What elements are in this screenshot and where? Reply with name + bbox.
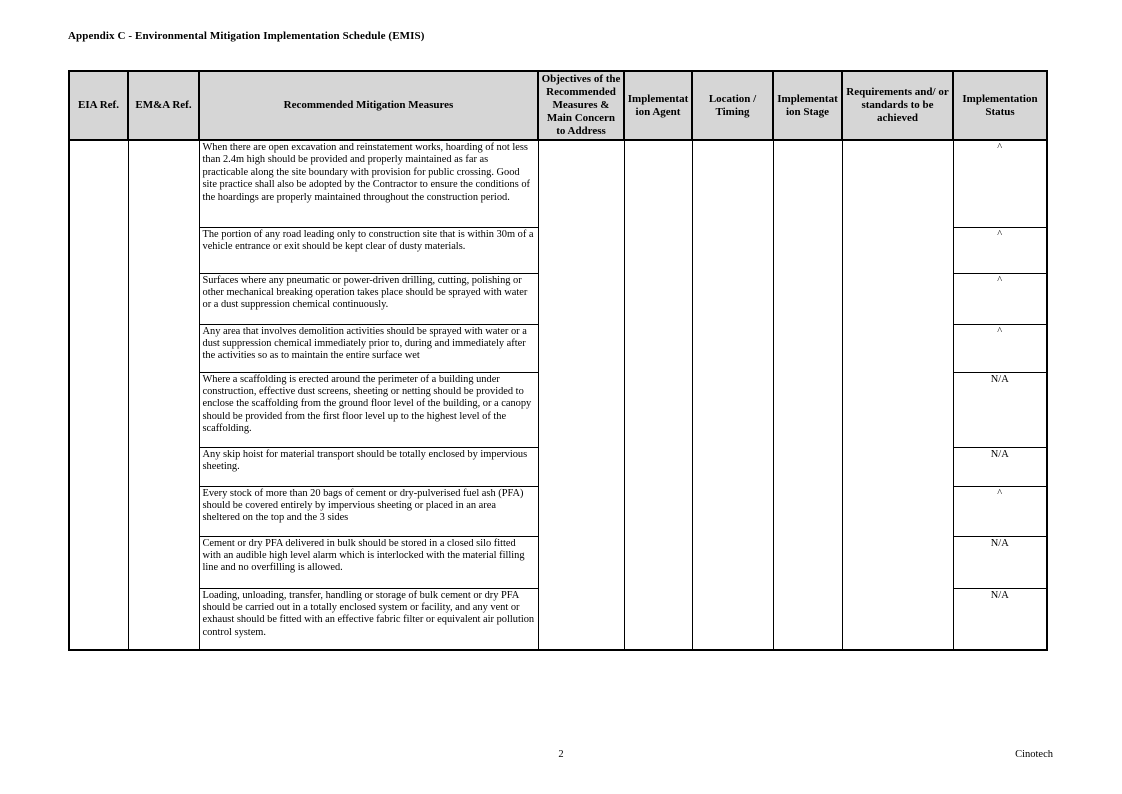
mitigation-measure-cell: Every stock of more than 20 bags of cement or dry-pulverised fuel ash (PFA) should be covered entirely by impervious sheeting or placed in an area sheltered on the top and the 3 sides <box>199 486 538 536</box>
implementation-status-cell: ^ <box>953 227 1047 273</box>
table-row <box>69 140 1047 227</box>
column-header-implementation-status: Implementation Status <box>953 71 1047 140</box>
column-header-ema-ref: EM&A Ref. <box>128 71 199 140</box>
eia-ref-column-body <box>69 140 128 650</box>
mitigation-measure-cell: Any area that involves demolition activities should be sprayed with water or a dust suppression chemical immediately prior to, during and immediately after the activities so as to maintain the entire surface wet <box>199 324 538 372</box>
footer-company: Cinotech <box>1015 749 1053 760</box>
implementation-status-cell: ^ <box>953 486 1047 536</box>
column-header-location-timing: Location / Timing <box>692 71 773 140</box>
column-header-objectives: Objectives of the Recommended Measures & Main Concern to Address <box>538 71 624 140</box>
objectives-column-body <box>538 140 624 650</box>
column-header-implementation-stage: Implementation Stage <box>773 71 842 140</box>
implementation-status-cell: ^ <box>953 140 1047 227</box>
mitigation-measure-cell: Any skip hoist for material transport should be totally enclosed by impervious sheeting. <box>199 447 538 486</box>
column-header-recommended-mitigation-measures: Recommended Mitigation Measures <box>199 71 538 140</box>
mitigation-measure-cell: Where a scaffolding is erected around the perimeter of a building under construction, effective dust screens, sheeting or netting should be provided to enclose the scaffolding from the ground floor level of the building, or a canopy should be provided from the first floor level up to the highest level of the scaffolding. <box>199 372 538 447</box>
location-timing-column-body <box>692 140 773 650</box>
column-header-eia-ref: EIA Ref. <box>69 71 128 140</box>
ema-ref-column-body <box>128 140 199 650</box>
implementation-status-cell: ^ <box>953 273 1047 324</box>
implementation-status-cell: N/A <box>953 447 1047 486</box>
implementation-stage-column-body <box>773 140 842 650</box>
implementation-status-cell: ^ <box>953 324 1047 372</box>
implementation-status-cell: N/A <box>953 588 1047 650</box>
document-title: Appendix C - Environmental Mitigation Implementation Schedule (EMIS) <box>68 30 425 42</box>
mitigation-measure-cell: Surfaces where any pneumatic or power-driven drilling, cutting, polishing or other mechanical breaking operation takes place should be sprayed with water or a dust suppression chemical continuously. <box>199 273 538 324</box>
requirements-column-body <box>842 140 953 650</box>
mitigation-measure-cell: Cement or dry PFA delivered in bulk should be stored in a closed silo fitted with an audible high level alarm which is interlocked with the material filling line and no overfilling is allowed. <box>199 536 538 588</box>
column-header-requirements-standards: Requirements and/ or standards to be achieved <box>842 71 953 140</box>
mitigation-measure-cell: The portion of any road leading only to construction site that is within 30m of a vehicle entrance or exit should be kept clear of dusty materials. <box>199 227 538 273</box>
implementation-status-cell: N/A <box>953 372 1047 447</box>
page-number: 2 <box>558 749 564 760</box>
mitigation-measure-cell: When there are open excavation and reinstatement works, hoarding of not less than 2.4m high should be provided and properly maintained as far as practicable along the site boundary with provision for public crossing. Good site practice shall also be adopted by the Contractor to ensure the conditions of the hoardings are properly maintained throughout the construction period. <box>199 140 538 227</box>
mitigation-measure-cell: Loading, unloading, transfer, handling or storage of bulk cement or dry PFA should be carried out in a totally enclosed system or facility, and any vent or exhaust should be fitted with an effective fabric filter or equivalent air pollution control system. <box>199 588 538 650</box>
implementation-status-cell: N/A <box>953 536 1047 588</box>
emis-table <box>68 70 1048 651</box>
column-header-implementation-agent: Implementation Agent <box>624 71 692 140</box>
table-header-row <box>69 71 1047 140</box>
implementation-agent-column-body <box>624 140 692 650</box>
